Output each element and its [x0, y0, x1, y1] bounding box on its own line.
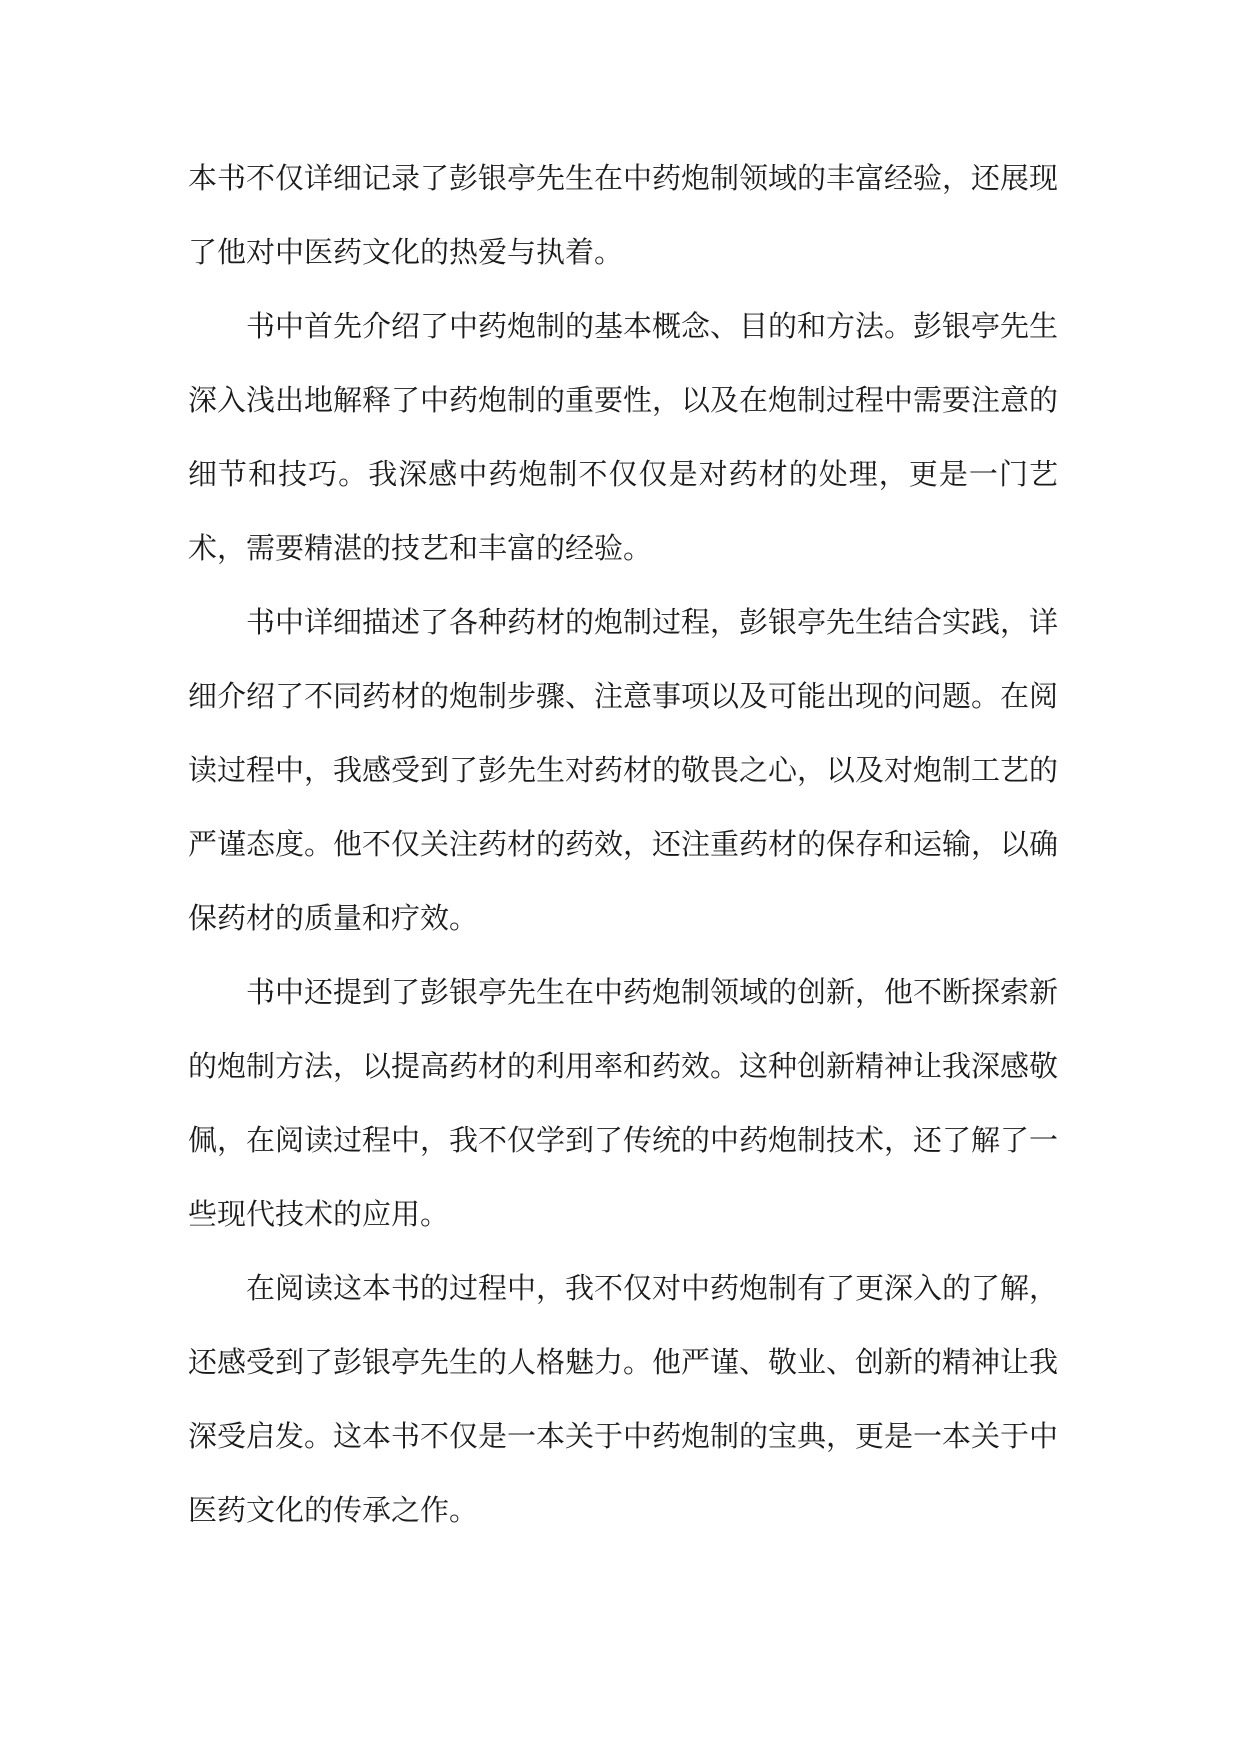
paragraph-5: 在阅读这本书的过程中，我不仅对中药炮制有了更深入的了解，还感受到了彭银亭先生的人格魅力。他严谨、敬业、创新的精神让我深受启发。这本书不仅是一本关于中药炮制的宝典，更是一本关于中医药文化的传承之作。	[188, 1271, 1059, 1527]
paragraph-1: 本书不仅详细记录了彭银亭先生在中药炮制领域的丰富经验，还展现了他对中医药文化的热爱与执着。	[188, 161, 1059, 269]
document-body	[188, 141, 1058, 1547]
paragraph-3: 书中详细描述了各种药材的炮制过程，彭银亭先生结合实践，详细介绍了不同药材的炮制步骤、注意事项以及可能出现的问题。在阅读过程中，我感受到了彭先生对药材的敬畏之心，以及对炮制工艺的严谨态度。他不仅关注药材的药效，还注重药材的保存和运输，以确保药材的质量和疗效。	[188, 605, 1059, 935]
paragraph-2: 书中首先介绍了中药炮制的基本概念、目的和方法。彭银亭先生深入浅出地解释了中药炮制的重要性，以及在炮制过程中需要注意的细节和技巧。我深感中药炮制不仅仅是对药材的处理，更是一门艺术，需要精湛的技艺和丰富的经验。	[188, 309, 1059, 565]
paragraph-4: 书中还提到了彭银亭先生在中药炮制领域的创新，他不断探索新的炮制方法，以提高药材的利用率和药效。这种创新精神让我深感敬佩，在阅读过程中，我不仅学到了传统的中药炮制技术，还了解了一些现代技术的应用。	[188, 975, 1059, 1231]
